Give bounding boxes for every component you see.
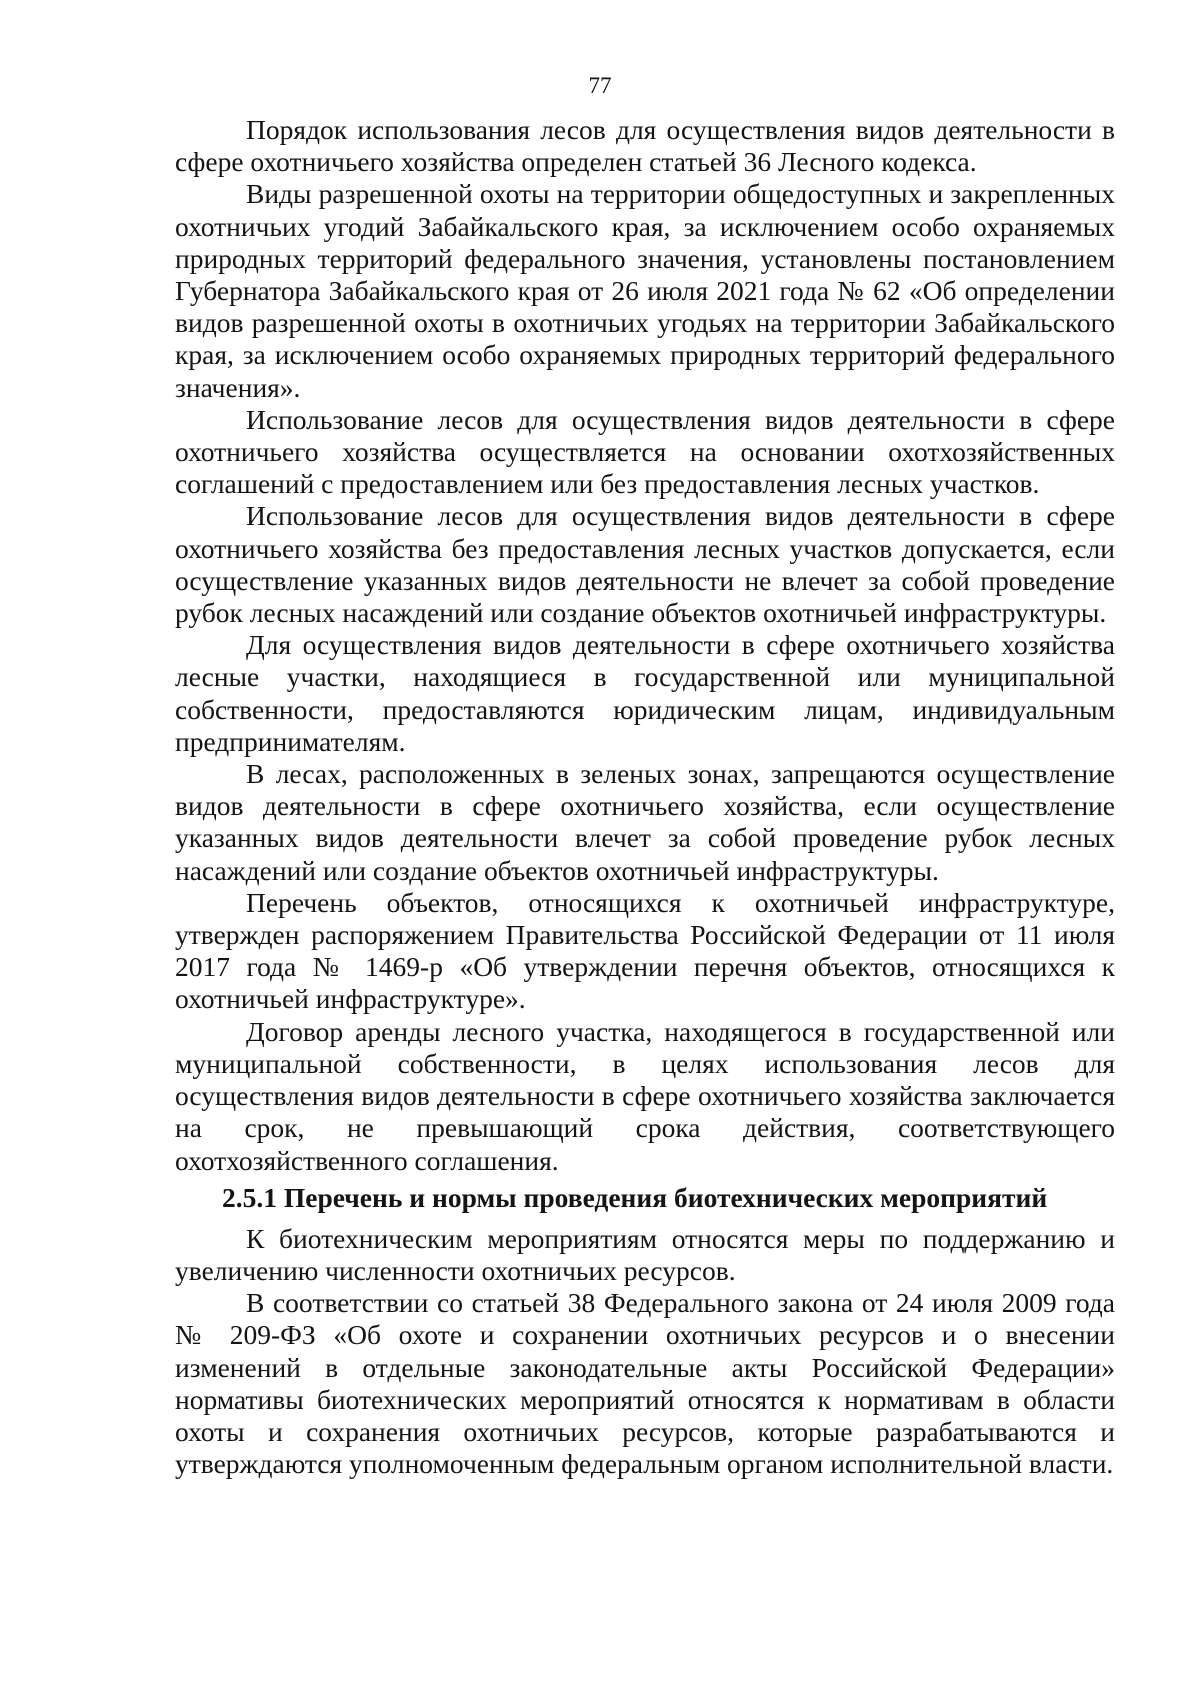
- paragraph: Перечень объектов, относящихся к охотничьей инфраструктуре, утвержден распоряжением Правительства Российской Федерации от 11 июля 2017 года № 1469-р «Об утверждении перечня объектов, относящихся к охотничьей инфраструктуре».: [175, 886, 1115, 1015]
- paragraph: Порядок использования лесов для осуществления видов деятельности в сфере охотничьего хозяйства определен статьей 36 Лесного кодекса.: [175, 114, 1115, 178]
- paragraph: К биотехническим мероприятиям относятся меры по поддержанию и увеличению численности охотничьих ресурсов.: [175, 1222, 1115, 1286]
- page-body: [175, 114, 1115, 1480]
- paragraph: Договор аренды лесного участка, находящегося в государственной или муниципальной собственности, в целях использования лесов для осуществления видов деятельности в сфере охотничьего хозяйства заключается на срок, не превышающий срока действия, соответствующего охотхозяйственного соглашения.: [175, 1015, 1115, 1176]
- paragraph: Использование лесов для осуществления видов деятельности в сфере охотничьего хозяйства без предоставления лесных участков допускается, если осуществление указанных видов деятельности не влечет за собой проведение рубок лесных насаждений или создание объектов охотничьей инфраструктуры.: [175, 500, 1115, 629]
- paragraph: В лесах, расположенных в зеленых зонах, запрещаются осуществление видов деятельности в сфере охотничьего хозяйства, если осуществление указанных видов деятельности влечет за собой проведение рубок лесных насаждений или создание объектов охотничьей инфраструктуры.: [175, 758, 1115, 886]
- page-number: 77: [588, 73, 612, 98]
- paragraph: В соответствии со статьей 38 Федерального закона от 24 июля 2009 года № 209-ФЗ «Об охоте и сохранении охотничьих ресурсов и о внесении изменений в отдельные законодательные акты Российской Федерации» нормативы биотехнических мероприятий относятся к нормативам в области охоты и сохранения охотничьих ресурсов, которые разрабатываются и утверждаются уполномоченным федеральным органом исполнительной власти.: [175, 1287, 1115, 1480]
- paragraph: Виды разрешенной охоты на территории общедоступных и закрепленных охотничьих угодий Забайкальского края, за исключением особо охраняемых природных территорий федерального значения, установлены постановлением Губернатора Забайкальского края от 26 июля 2021 года № 62 «Об определении видов разрешенной охоты в охотничьих угодьях на территории Забайкальского края, за исключением особо охраняемых природных территорий федерального значения».: [175, 178, 1115, 403]
- paragraph: Для осуществления видов деятельности в сфере охотничьего хозяйства лесные участки, находящиеся в государственной или муниципальной собственности, предоставляются юридическим лицам, индивидуальным предпринимателям.: [175, 629, 1115, 757]
- paragraph: Использование лесов для осуществления видов деятельности в сфере охотничьего хозяйства осуществляется на основании охотхозяйственных соглашений с предоставлением или без предоставления лесных участков.: [175, 403, 1115, 500]
- section-heading: 2.5.1 Перечень и нормы проведения биотехнических мероприятий: [222, 1181, 1048, 1213]
